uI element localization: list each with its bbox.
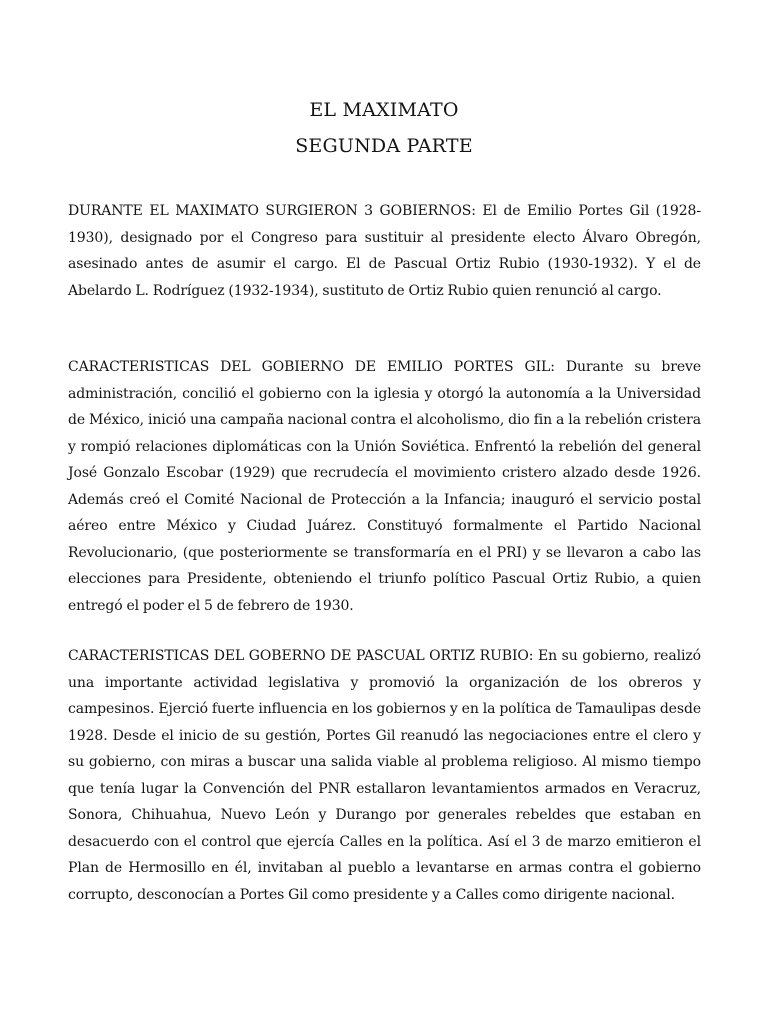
paragraph-body: El de Emilio Portes Gil (1928-1930), designado por el Congreso para sustituir al presidente electo Álvaro Obregón, asesinado antes de asumir el cargo. El de Pascual Ortiz Rubio (1930-1932). Y el de Abelardo L. Rodríguez (1932-1934), sustituto de Ortiz Rubio quien renunció al cargo. — [68, 203, 701, 299]
title-block — [0, 92, 768, 164]
paragraph-ortiz-rubio — [68, 643, 701, 908]
paragraph-lead: DURANTE EL MAXIMATO SURGIERON 3 GOBIERNOS: — [68, 203, 476, 219]
paragraph-lead: CARACTERISTICAS DEL GOBIERNO DE EMILIO PORTES GIL: — [68, 359, 555, 375]
paragraph-portes-gil — [68, 354, 701, 619]
document-title: EL MAXIMATO — [309, 99, 459, 121]
paragraph-lead: CARACTERISTICAS DEL GOBERNO DE PASCUAL ORTIZ RUBIO: — [68, 648, 534, 664]
paragraph-body: En su gobierno, realizó una importante actividad legislativa y promovió la organización de los obreros y campesinos. Ejerció fuerte influencia en los gobiernos y en la política de Tamaulipas desde 1928. Desde el inicio de su gestión, Portes Gil reanudó las negociaciones entre el clero y su gobierno, con miras a buscar una salida viable al problema religioso. Al mismo tiempo que tenía lugar la Convención del PNR estallaron levantamientos armados en Veracruz, Sonora, Chihuahua, Nuevo León y Durango por generales rebeldes que estaban en desacuerdo con el control que ejercía Calles en la política. Así el 3 de marzo emitieron el Plan de Hermosillo en él, invitaban al pueblo a levantarse en armas contra el gobierno corrupto, desconocían a Portes Gil como presidente y a Calles como dirigente nacional. — [68, 648, 701, 903]
paragraph-gobiernos — [68, 198, 701, 304]
paragraph-body: Durante su breve administración, concilió el gobierno con la iglesia y otorgó la autonomía a la Universidad de México, inició una campaña nacional contra el alcoholismo, dio fin a la rebelión cristera y rompió relaciones diplomáticas con la Unión Soviética. Enfrentó la rebelión del general José Gonzalo Escobar (1929) que recrudecía el movimiento cristero alzado desde 1926. Además creó el Comité Nacional de Protección a la Infancia; inauguró el servicio postal aéreo entre México y Ciudad Juárez. Constituyó formalmente el Partido Nacional Revolucionario, (que posteriormente se transformaría en el PRI) y se llevaron a cabo las elecciones para Presidente, obteniendo el triunfo político Pascual Ortiz Rubio, a quien entregó el poder el 5 de febrero de 1930. — [68, 359, 702, 614]
document-subtitle: SEGUNDA PARTE — [295, 135, 473, 157]
